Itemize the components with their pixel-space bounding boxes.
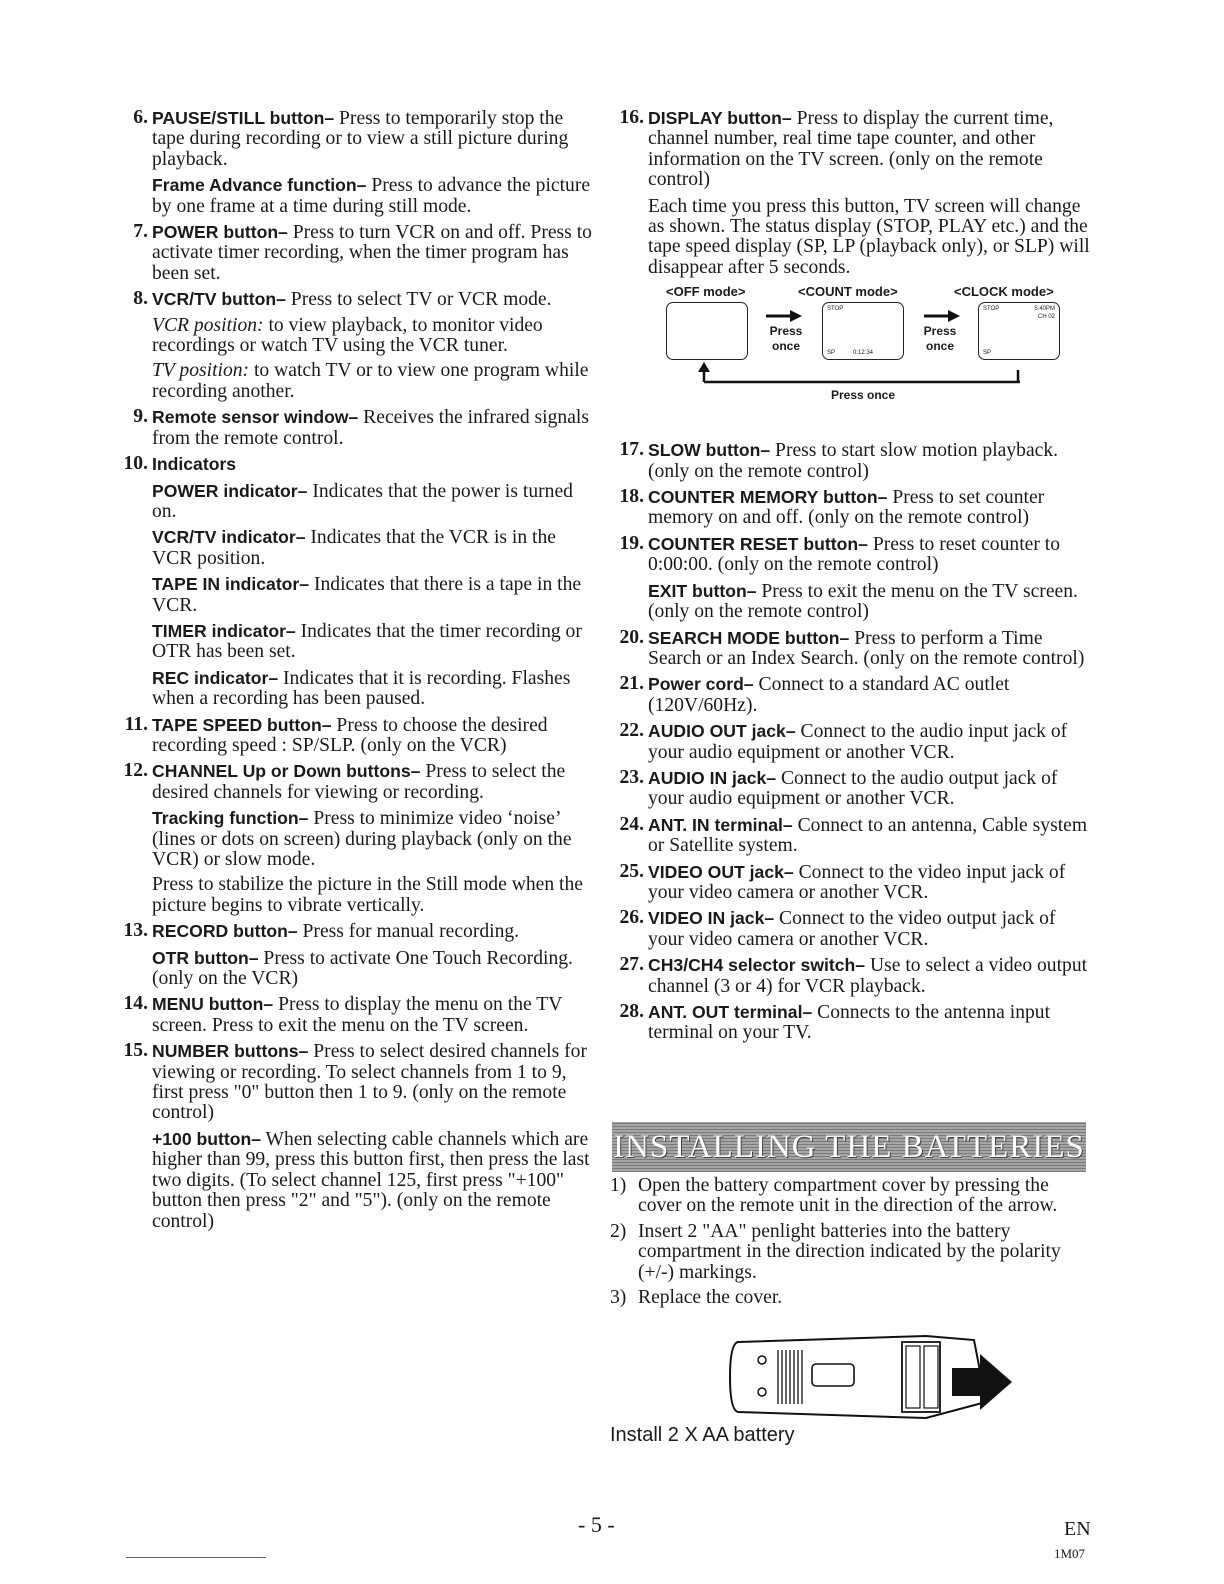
count-speed: SP	[827, 350, 836, 357]
item-number: 27.	[619, 954, 644, 976]
clock-channel: CH 02	[1037, 314, 1055, 321]
item-number: 8.	[133, 288, 148, 310]
item-text: Indicates that there is a tape in the VCR.	[152, 574, 582, 616]
item-term: OTR button–	[152, 947, 259, 968]
item-number: 15.	[123, 1040, 148, 1062]
item-number: 12.	[123, 760, 148, 782]
item-term: +100 button–	[152, 1128, 262, 1149]
battery-step	[610, 1222, 1094, 1283]
installing-batteries-banner	[612, 1122, 1086, 1172]
item-text-2: Each time you press this button, TV screen will change as shown. The status display (STOP, PLAY etc.) and the tape speed display (SP, LP (playback only), or SLP) will disappear after 5 seconds.	[648, 195, 1090, 278]
once-word: once	[771, 339, 800, 354]
list-item	[608, 862, 1094, 904]
item-number: 3)	[610, 1287, 627, 1309]
item-text: Press to exit the menu on the TV screen. (only on the remote control)	[648, 580, 1078, 623]
press-once-label-1	[758, 324, 814, 354]
item-term: PAUSE/STILL button–	[152, 108, 335, 128]
item-term: RECORD button–	[152, 921, 298, 942]
list-item	[112, 316, 600, 357]
item-term: TAPE IN indicator–	[152, 574, 310, 595]
item-term: TAPE SPEED button–	[152, 714, 332, 735]
count-counter: 0:12:34	[853, 350, 874, 357]
once-word: once	[925, 339, 954, 354]
list-item	[608, 440, 1094, 482]
list-item	[112, 527, 600, 569]
item-display-button	[608, 108, 1094, 278]
display-mode-diagram	[608, 284, 1094, 432]
item-text: Indicates that the power is turned on.	[152, 480, 573, 522]
item-number: 25.	[619, 860, 644, 882]
banner-title: INSTALLING THE BATTERIES	[613, 1129, 1085, 1165]
battery-step	[610, 1176, 1094, 1217]
battery-step	[610, 1288, 1094, 1308]
item-number: 9.	[133, 406, 148, 428]
item-text: Press to start slow motion playback. (only on the remote control)	[648, 440, 1059, 482]
item-number: 17.	[619, 439, 644, 461]
list-item	[112, 761, 600, 803]
item-text: Press to select TV or VCR mode.	[285, 289, 552, 311]
item-term: TIMER indicator–	[152, 620, 296, 641]
page-number: - 5 -	[578, 1512, 615, 1537]
item-text: Press to minimize video ‘noise’ (lines or dots on screen) during playback (only on the VCR) or slow mode.	[152, 808, 572, 870]
item-text: Connect to the audio output jack of your audio equipment or another VCR.	[648, 767, 1058, 810]
item-number: 11.	[124, 713, 148, 735]
item-text: Press to choose the desired recording speed : SP/SLP. (only on the VCR)	[152, 714, 548, 756]
item-number: 22.	[619, 720, 644, 742]
item-number: 28.	[619, 1001, 644, 1022]
clock-speed: SP	[983, 350, 992, 357]
item-number: 1)	[610, 1175, 627, 1196]
left-column	[112, 108, 600, 1237]
item-number: 19.	[619, 532, 644, 554]
item-number: 20.	[619, 626, 644, 648]
list-item	[608, 721, 1094, 763]
item-term: COUNTER RESET button–	[648, 533, 868, 554]
right-items-list	[608, 440, 1094, 1044]
arrow-right-icon	[952, 1354, 1012, 1410]
list-item	[112, 454, 600, 475]
item-number: 10.	[123, 453, 148, 475]
press-once-bottom-label: Press once	[830, 388, 896, 403]
item-text: Indicates that the VCR is in the VCR position.	[152, 527, 556, 569]
item-number: 23.	[619, 766, 644, 788]
item-term: ANT. IN terminal–	[648, 814, 793, 835]
language-code: EN	[1064, 1518, 1091, 1540]
list-item	[112, 361, 600, 402]
item-text: Receives the infrared signals from the remote control.	[152, 407, 589, 449]
item-term: Remote sensor window–	[152, 407, 359, 428]
item-text: Press to reset counter to 0:00:00. (only on the remote control)	[648, 533, 1061, 576]
item-number: 7.	[133, 221, 148, 243]
item-italic-term: TV position:	[152, 360, 250, 382]
right-column	[608, 108, 1094, 1049]
item-text: Connect to a standard AC outlet (120V/60Hz).	[648, 674, 1010, 716]
flow-arrows-icon	[608, 284, 1094, 432]
list-item	[608, 1002, 1094, 1044]
item-term: SEARCH MODE button–	[648, 627, 850, 648]
item-text: Indicates that the timer recording or OTR has been set.	[152, 620, 582, 663]
list-item	[112, 481, 600, 523]
item-text: Press to display the current time, channel number, real time tape counter, and other information on the TV screen. (only on the remote control)	[648, 108, 1054, 191]
battery-steps	[610, 1176, 1094, 1313]
item-term: VCR/TV button–	[152, 289, 286, 310]
off-mode-label: <OFF mode>	[666, 284, 746, 300]
item-term: POWER button–	[152, 222, 288, 243]
item-term: COUNTER MEMORY button–	[648, 487, 888, 508]
list-item	[608, 628, 1094, 670]
item-term: POWER indicator–	[152, 480, 308, 501]
item-text: Insert 2 "AA" penlight batteries into the battery compartment in the direction indicated by the polarity (+/-) markings.	[638, 1220, 1061, 1283]
list-item	[112, 715, 600, 757]
item-text: Press to stabilize the picture in the Still mode when the picture begins to vibrate vertically.	[152, 874, 583, 916]
item-number: 26.	[619, 907, 644, 929]
item-text: Press for manual recording.	[297, 921, 520, 943]
list-item	[112, 921, 600, 942]
list-item	[112, 994, 600, 1036]
count-status: STOP	[827, 306, 844, 313]
item-text: Replace the cover.	[638, 1287, 783, 1309]
list-item	[112, 222, 600, 284]
list-item	[608, 908, 1094, 950]
item-number: 18.	[619, 486, 644, 508]
list-item	[608, 674, 1094, 716]
item-term: CH3/CH4 selector switch–	[648, 955, 866, 976]
list-item	[112, 1129, 600, 1232]
list-item	[112, 621, 600, 663]
clock-status: STOP	[983, 306, 1000, 313]
item-text: Press to temporarily stop the tape during recording or to view a still picture during playback.	[152, 108, 569, 170]
item-number: 16.	[619, 107, 644, 128]
item-number: 2)	[610, 1220, 627, 1242]
item-text: Press to select desired channels for viewing or recording. To select channels from 1 to 9, first press "0" button then 1 to 9. (only on the remote control)	[152, 1041, 587, 1124]
item-term: MENU button–	[152, 994, 274, 1015]
item-term: Tracking function–	[152, 808, 309, 829]
list-item	[608, 955, 1094, 997]
item-text: Connect to the audio input jack of your audio equipment or another VCR.	[648, 721, 1068, 763]
list-item	[112, 289, 600, 310]
item-term: Indicators	[152, 454, 237, 475]
item-text: Press to advance the picture by one frame at a time during still mode.	[152, 175, 591, 217]
remote-battery-illustration-icon	[726, 1332, 1026, 1424]
item-text: When selecting cable channels which are higher than 99, press this button first, then press the last two digits. (To select channel 125, first press "+100" button then press "2" and "5"). (only on the remote control)	[152, 1128, 590, 1232]
item-term: Power cord–	[648, 674, 754, 695]
list-item	[112, 1041, 600, 1124]
item-text: Connect to the video output jack of your video camera or another VCR.	[648, 908, 1056, 950]
press-word: Press	[769, 324, 803, 339]
item-number: 24.	[619, 813, 644, 835]
item-term: ANT. OUT terminal–	[648, 1002, 813, 1022]
item-term: VIDEO IN jack–	[648, 908, 775, 929]
list-item	[112, 108, 600, 170]
footer-rule	[126, 1557, 266, 1558]
list-item	[608, 581, 1094, 623]
item-term: Frame Advance function–	[152, 175, 367, 196]
item-term: AUDIO OUT jack–	[648, 721, 796, 742]
list-item	[608, 768, 1094, 810]
item-text: Press to display the menu on the TV screen. Press to exit the menu on the TV screen.	[152, 994, 562, 1036]
item-term: VCR/TV indicator–	[152, 527, 306, 548]
count-mode-label: <COUNT mode>	[798, 284, 898, 300]
item-term: REC indicator–	[152, 667, 279, 688]
list-item	[112, 808, 600, 870]
item-term: NUMBER buttons–	[152, 1041, 309, 1062]
list-item	[112, 574, 600, 616]
list-item	[112, 948, 600, 990]
list-item	[112, 175, 600, 217]
list-item	[608, 815, 1094, 857]
press-once-label-2	[912, 324, 968, 354]
item-text: to watch TV or to view one program while recording another.	[152, 360, 589, 402]
list-item	[112, 668, 600, 710]
document-code: 1M07	[1054, 1546, 1086, 1561]
clock-mode-label: <CLOCK mode>	[954, 284, 1054, 300]
clock-time: 5:40PM	[1034, 306, 1055, 313]
item-text: to view playback, to monitor video recordings or watch TV using the VCR tuner.	[152, 314, 543, 357]
item-number: 21.	[619, 673, 644, 695]
item-text: Press to set counter memory on and off. (only on the remote control)	[648, 487, 1045, 529]
item-text: Press to perform a Time Search or an Index Search. (only on the remote control)	[648, 627, 1085, 669]
item-text: Connect to the video input jack of your video camera or another VCR.	[648, 861, 1066, 903]
list-item	[112, 407, 600, 449]
item-term: AUDIO IN jack–	[648, 767, 777, 788]
item-text: Use to select a video output channel (3 or 4) for VCR playback.	[648, 955, 1088, 997]
item-term: DISPLAY button–	[648, 108, 792, 128]
press-word: Press	[923, 324, 957, 339]
list-item	[608, 487, 1094, 529]
item-term: VIDEO OUT jack–	[648, 861, 794, 882]
item-text: Press to turn VCR on and off. Press to activate timer recording, when the timer program has been set.	[152, 222, 592, 284]
list-item	[608, 534, 1094, 576]
item-number: 6.	[133, 107, 148, 128]
item-number: 13.	[123, 920, 148, 942]
battery-caption: Install 2 X AA battery	[610, 1424, 795, 1446]
item-italic-term: VCR position:	[152, 314, 264, 336]
item-text: Press to activate One Touch Recording. (only on the VCR)	[152, 947, 573, 990]
item-term: EXIT button–	[648, 580, 757, 601]
item-text: Connect to an antenna, Cable system or Satellite system.	[648, 814, 1088, 857]
item-text: Connects to the antenna input terminal on your TV.	[648, 1002, 1051, 1044]
item-text: Indicates that it is recording. Flashes when a recording has been paused.	[152, 667, 571, 710]
item-number: 14.	[123, 993, 148, 1015]
item-term: CHANNEL Up or Down buttons–	[152, 761, 421, 782]
list-item	[112, 875, 600, 916]
item-text: Open the battery compartment cover by pressing the cover on the remote unit in the direction of the arrow.	[638, 1175, 1058, 1217]
item-term: SLOW button–	[648, 440, 771, 461]
item-text: Press to select the desired channels for viewing or recording.	[152, 761, 566, 803]
